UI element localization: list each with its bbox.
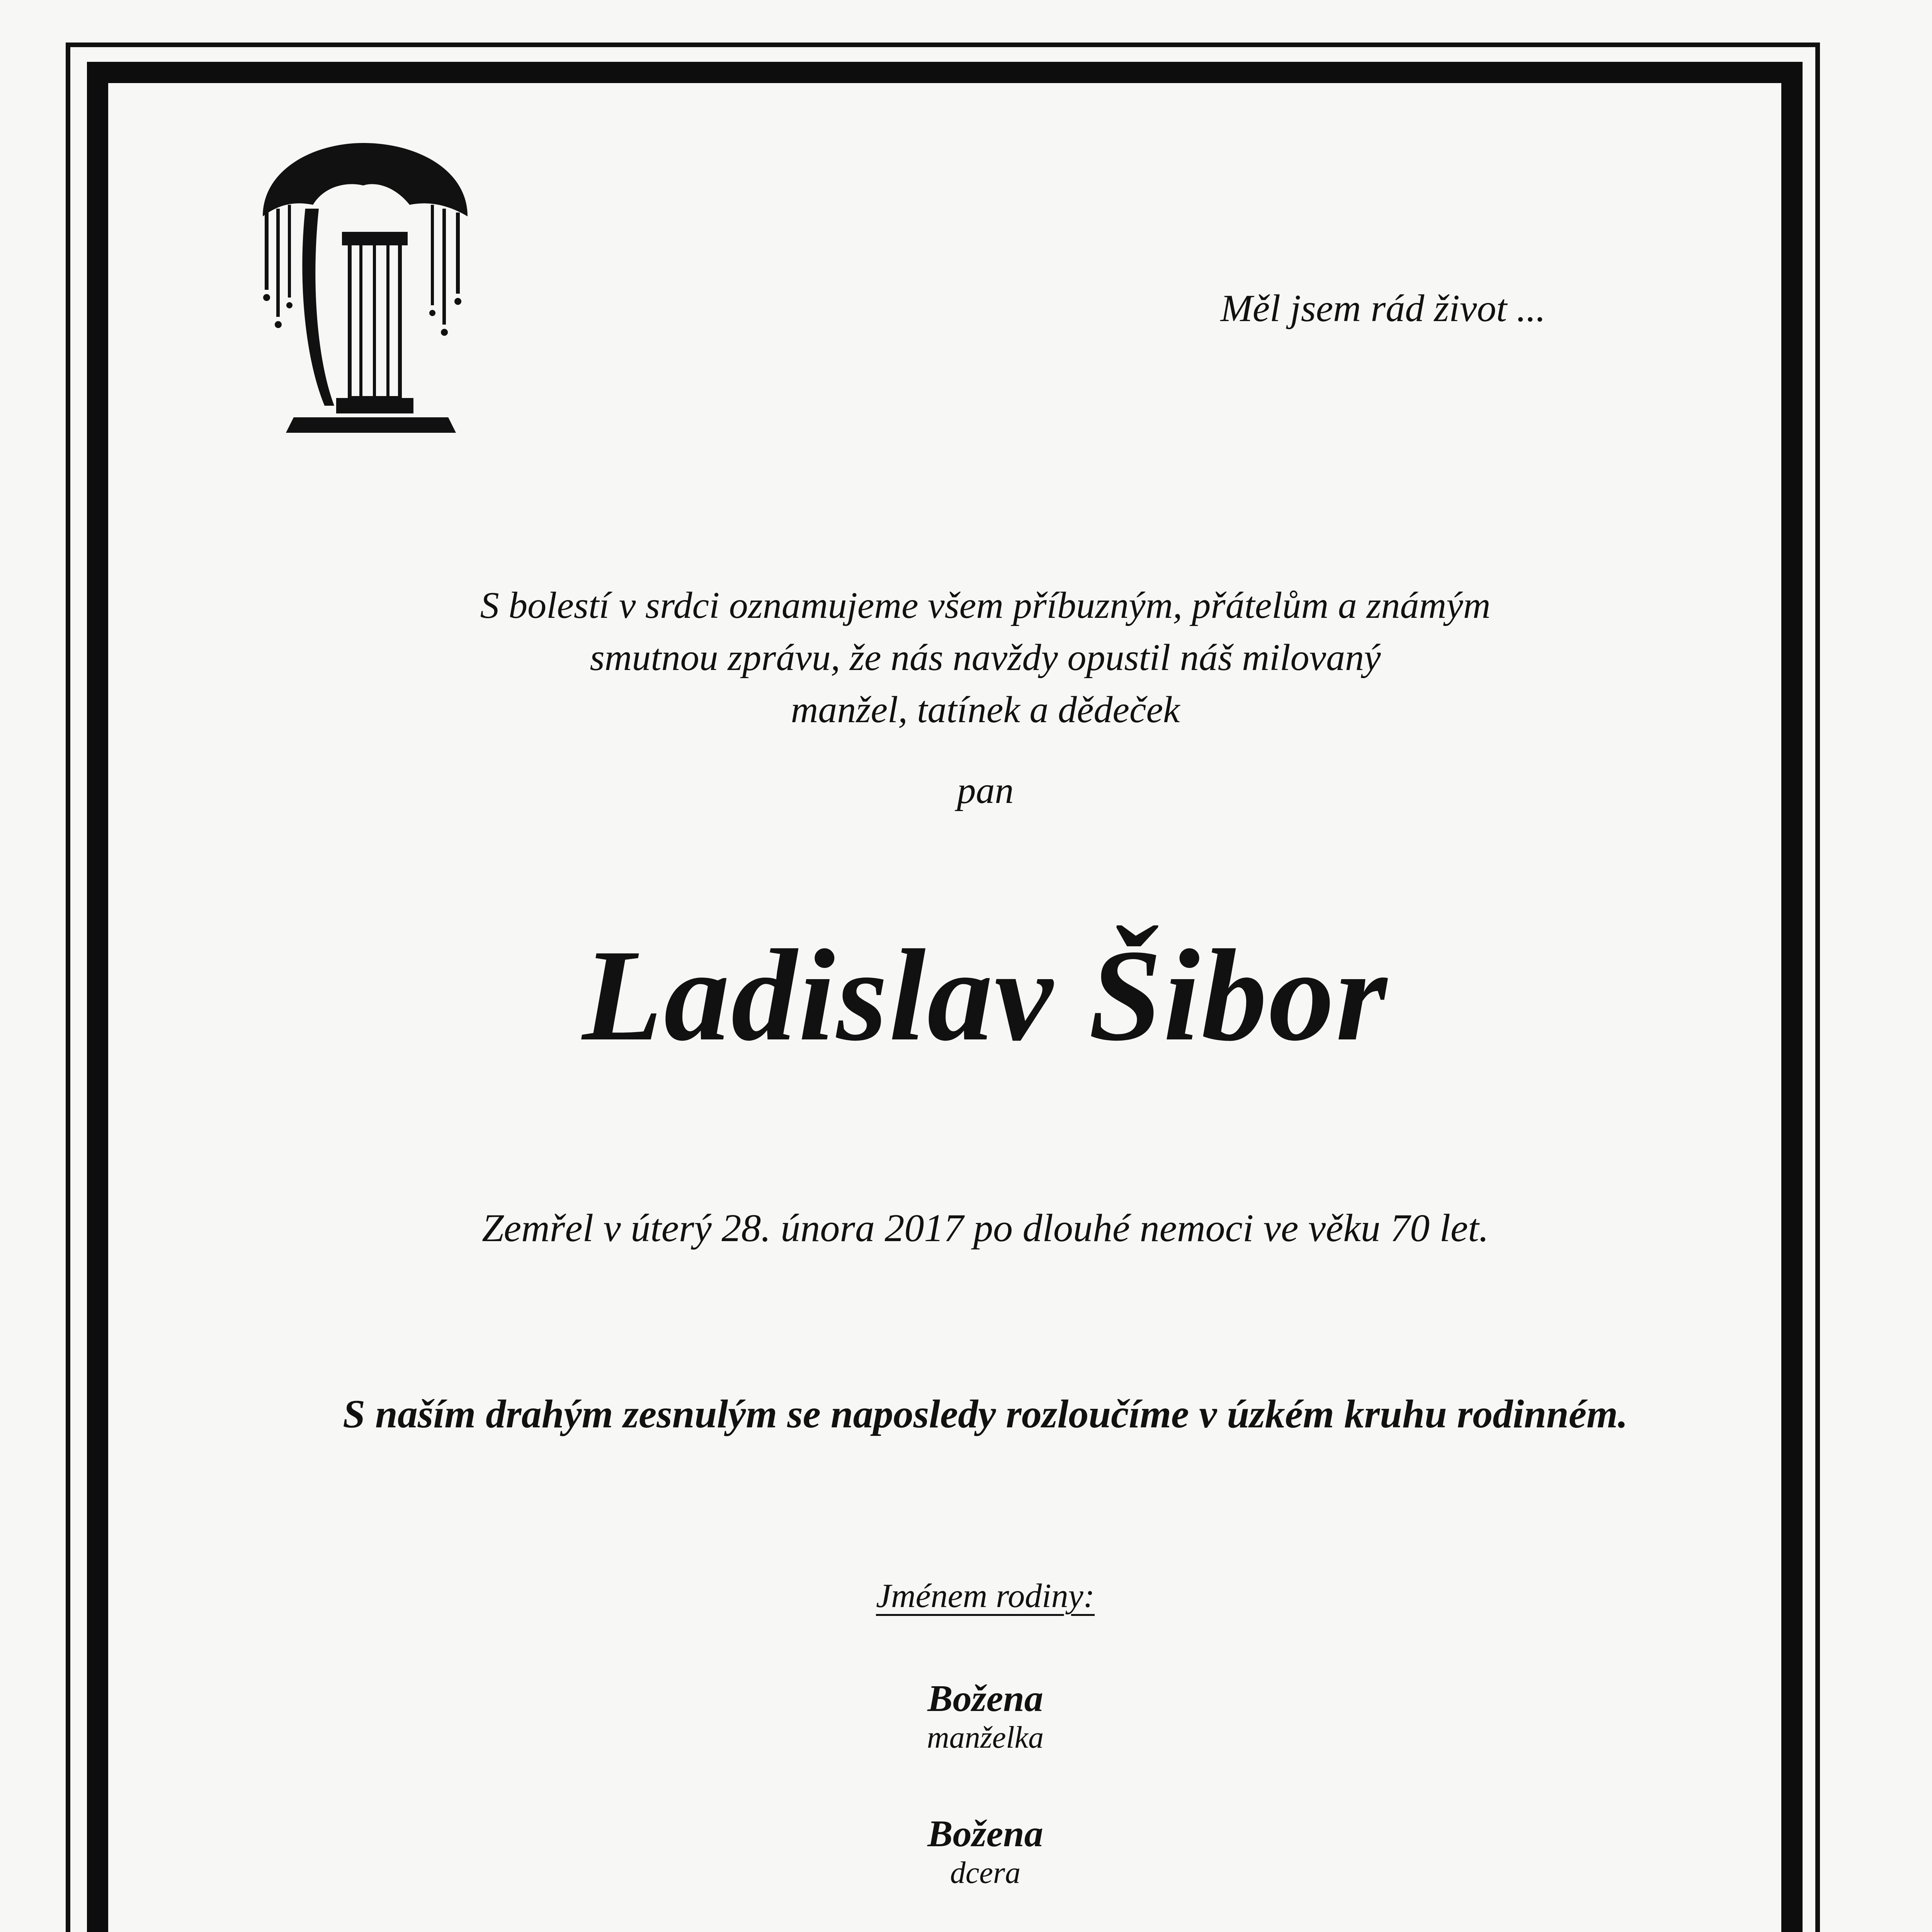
family-member bbox=[0, 1812, 1932, 1891]
family-member-name: Božena bbox=[927, 1813, 1043, 1855]
farewell-notice: S naším drahým zesnulým se naposledy rozloučíme v úzkém kruhu rodinném. bbox=[343, 1392, 1628, 1436]
honorific: pan bbox=[957, 770, 1014, 811]
death-notice: Zemřel v úterý 28. února 2017 po dlouhé nemoci ve věku 70 let. bbox=[482, 1206, 1489, 1250]
announcement-intro bbox=[0, 580, 1932, 736]
intro-line: smutnou zprávu, že nás navždy opustil náš milovaný bbox=[590, 637, 1381, 679]
family-member-name: Božena bbox=[927, 1678, 1043, 1719]
family-header: Jménem rodiny: bbox=[876, 1577, 1095, 1615]
deceased-name: Ladislav Šibor bbox=[582, 922, 1389, 1068]
motto: Měl jsem rád život ... bbox=[1220, 287, 1546, 330]
family-member-relation: manželka bbox=[927, 1721, 1044, 1755]
intro-line: manžel, tatínek a dědeček bbox=[791, 689, 1180, 731]
weeping-willow-icon bbox=[247, 128, 479, 444]
intro-line: S bolestí v srdci oznamujeme všem příbuzným, přátelům a známým bbox=[480, 585, 1491, 626]
family-member bbox=[0, 1677, 1932, 1755]
family-member-relation: dcera bbox=[950, 1856, 1021, 1890]
